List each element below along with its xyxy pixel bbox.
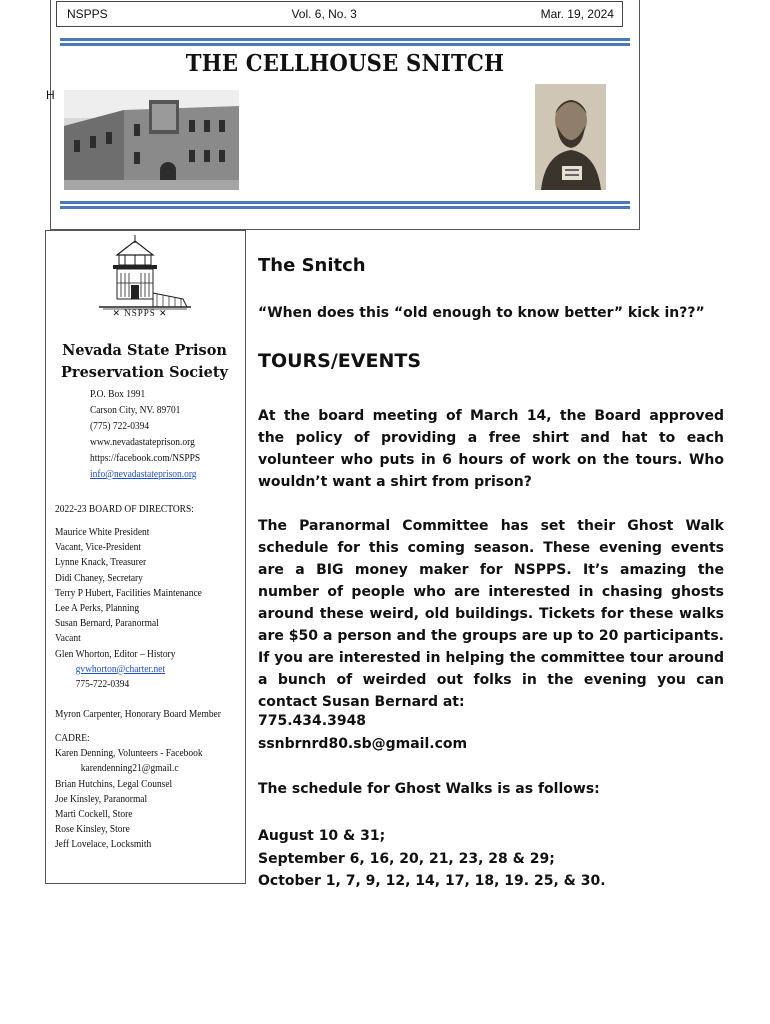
- schedule-line: October 1, 7, 9, 12, 14, 17, 18, 19. 25, & 30.: [258, 873, 606, 889]
- board-member: Vacant, Vice-President: [55, 541, 141, 554]
- editor-phone: 775-722-0394: [75, 677, 130, 690]
- schedule-line: September 6, 16, 20, 21, 23, 28 & 29;: [258, 850, 555, 867]
- org-name-line: Preservation Society: [61, 364, 228, 381]
- board-member: Vacant: [55, 632, 81, 645]
- schedule-intro: The schedule for Ghost Walks is as follows:: [258, 781, 600, 797]
- issue-bar: [56, 1, 623, 27]
- cadre-member: Rose Kinsley, Store: [55, 823, 130, 836]
- top-rule: [60, 38, 630, 46]
- logo-ornament-right: ✕: [159, 308, 168, 318]
- snitch-quote: “When does this “old enough to know better” kick in??”: [258, 305, 705, 321]
- cadre-member: Joe Kinsley, Paranormal: [55, 792, 148, 805]
- board-member: Lynne Knack, Treasurer: [55, 556, 147, 569]
- section-heading-snitch: The Snitch: [258, 255, 366, 276]
- contact-city: Carson City, NV. 89701: [90, 404, 181, 416]
- logo-ornament-left: ✕: [112, 308, 121, 318]
- contact-email-link[interactable]: info@nevadastateprison.org: [90, 468, 197, 480]
- paragraph-board-meeting: At the board meeting of March 14, the Board approved the policy of providing a free shirt and hat to each volunteer who puts in 6 hours of work on the tours. Who wouldn’t want a shirt from prison?: [258, 408, 724, 490]
- board-member: Glen Whorton, Editor – History: [55, 647, 176, 660]
- board-member: Terry P Hubert, Facilities Maintenance: [55, 586, 202, 599]
- prison-building-photo: [64, 90, 239, 190]
- portrait-photo: [535, 84, 606, 190]
- org-name: [52, 340, 237, 384]
- org-abbrev: NSPPS: [67, 7, 108, 21]
- cadre-member: Marti Cockell, Store: [55, 807, 133, 820]
- cadre-list: [55, 731, 203, 853]
- schedule-list: [258, 825, 724, 893]
- issue-volume: Vol. 6, No. 3: [291, 7, 357, 21]
- bottom-rule: [60, 201, 630, 209]
- cadre-email: karendenning21@gmail.c: [80, 762, 179, 775]
- section-heading-tours: TOURS/EVENTS: [258, 350, 422, 372]
- cadre-title: CADRE:: [55, 732, 90, 744]
- contact-facebook: https://facebook.com/NSPPS: [90, 452, 201, 464]
- newsletter-title: THE CELLHOUSE SNITCH: [185, 50, 505, 77]
- board-member: Lee A Perks, Planning: [55, 601, 140, 614]
- schedule-line: August 10 & 31;: [258, 828, 386, 844]
- cadre-member: Brian Hutchins, Legal Counsel: [55, 777, 173, 790]
- issue-date: Mar. 19, 2024: [540, 7, 614, 21]
- paragraph-ghost-walk: The Paranormal Committee has set their Ghost Walk schedule for this coming season. These evening events are a BIG money maker for NSPPS. It’s amazing the number of people who are interested in chasing ghosts around these weird, old buildings. Tickets for these walks are $50 a person and the groups are up to 20 participants. If you are interested in helping the committee tour around a bunch of weirded out folks in the evening you can contact Susan Bernard at:: [258, 518, 724, 710]
- board-list: [55, 525, 202, 692]
- board-title: 2022-23 BOARD OF DIRECTORS:: [55, 503, 194, 515]
- honorary-member: Myron Carpenter, Honorary Board Member: [55, 708, 221, 720]
- logo-caption: NSPPS: [124, 308, 156, 318]
- contact-po-box: P.O. Box 1991: [90, 388, 146, 400]
- board-member: Maurice White President: [55, 526, 150, 538]
- nspps-logo: [95, 233, 195, 323]
- editor-email-link[interactable]: gvwhorton@charter.net: [75, 662, 165, 675]
- board-member: Didi Chaney, Secretary: [55, 571, 143, 584]
- contact-email: ssnbrnrd80.sb@gmail.com: [258, 736, 468, 752]
- org-name-line: Nevada State Prison: [62, 342, 227, 359]
- cadre-member: Jeff Lovelace, Locksmith: [55, 838, 152, 851]
- contact-block: [90, 387, 200, 483]
- contact-phone: (775) 722-0394: [90, 420, 150, 432]
- stray-mark: H: [46, 88, 55, 102]
- contact-website: www.nevadastateprison.org: [90, 436, 195, 448]
- cadre-member: Karen Denning, Volunteers - Facebook: [55, 747, 203, 760]
- contact-phone-number: 775.434.3948: [258, 713, 367, 729]
- board-member: Susan Bernard, Paranormal: [55, 617, 159, 630]
